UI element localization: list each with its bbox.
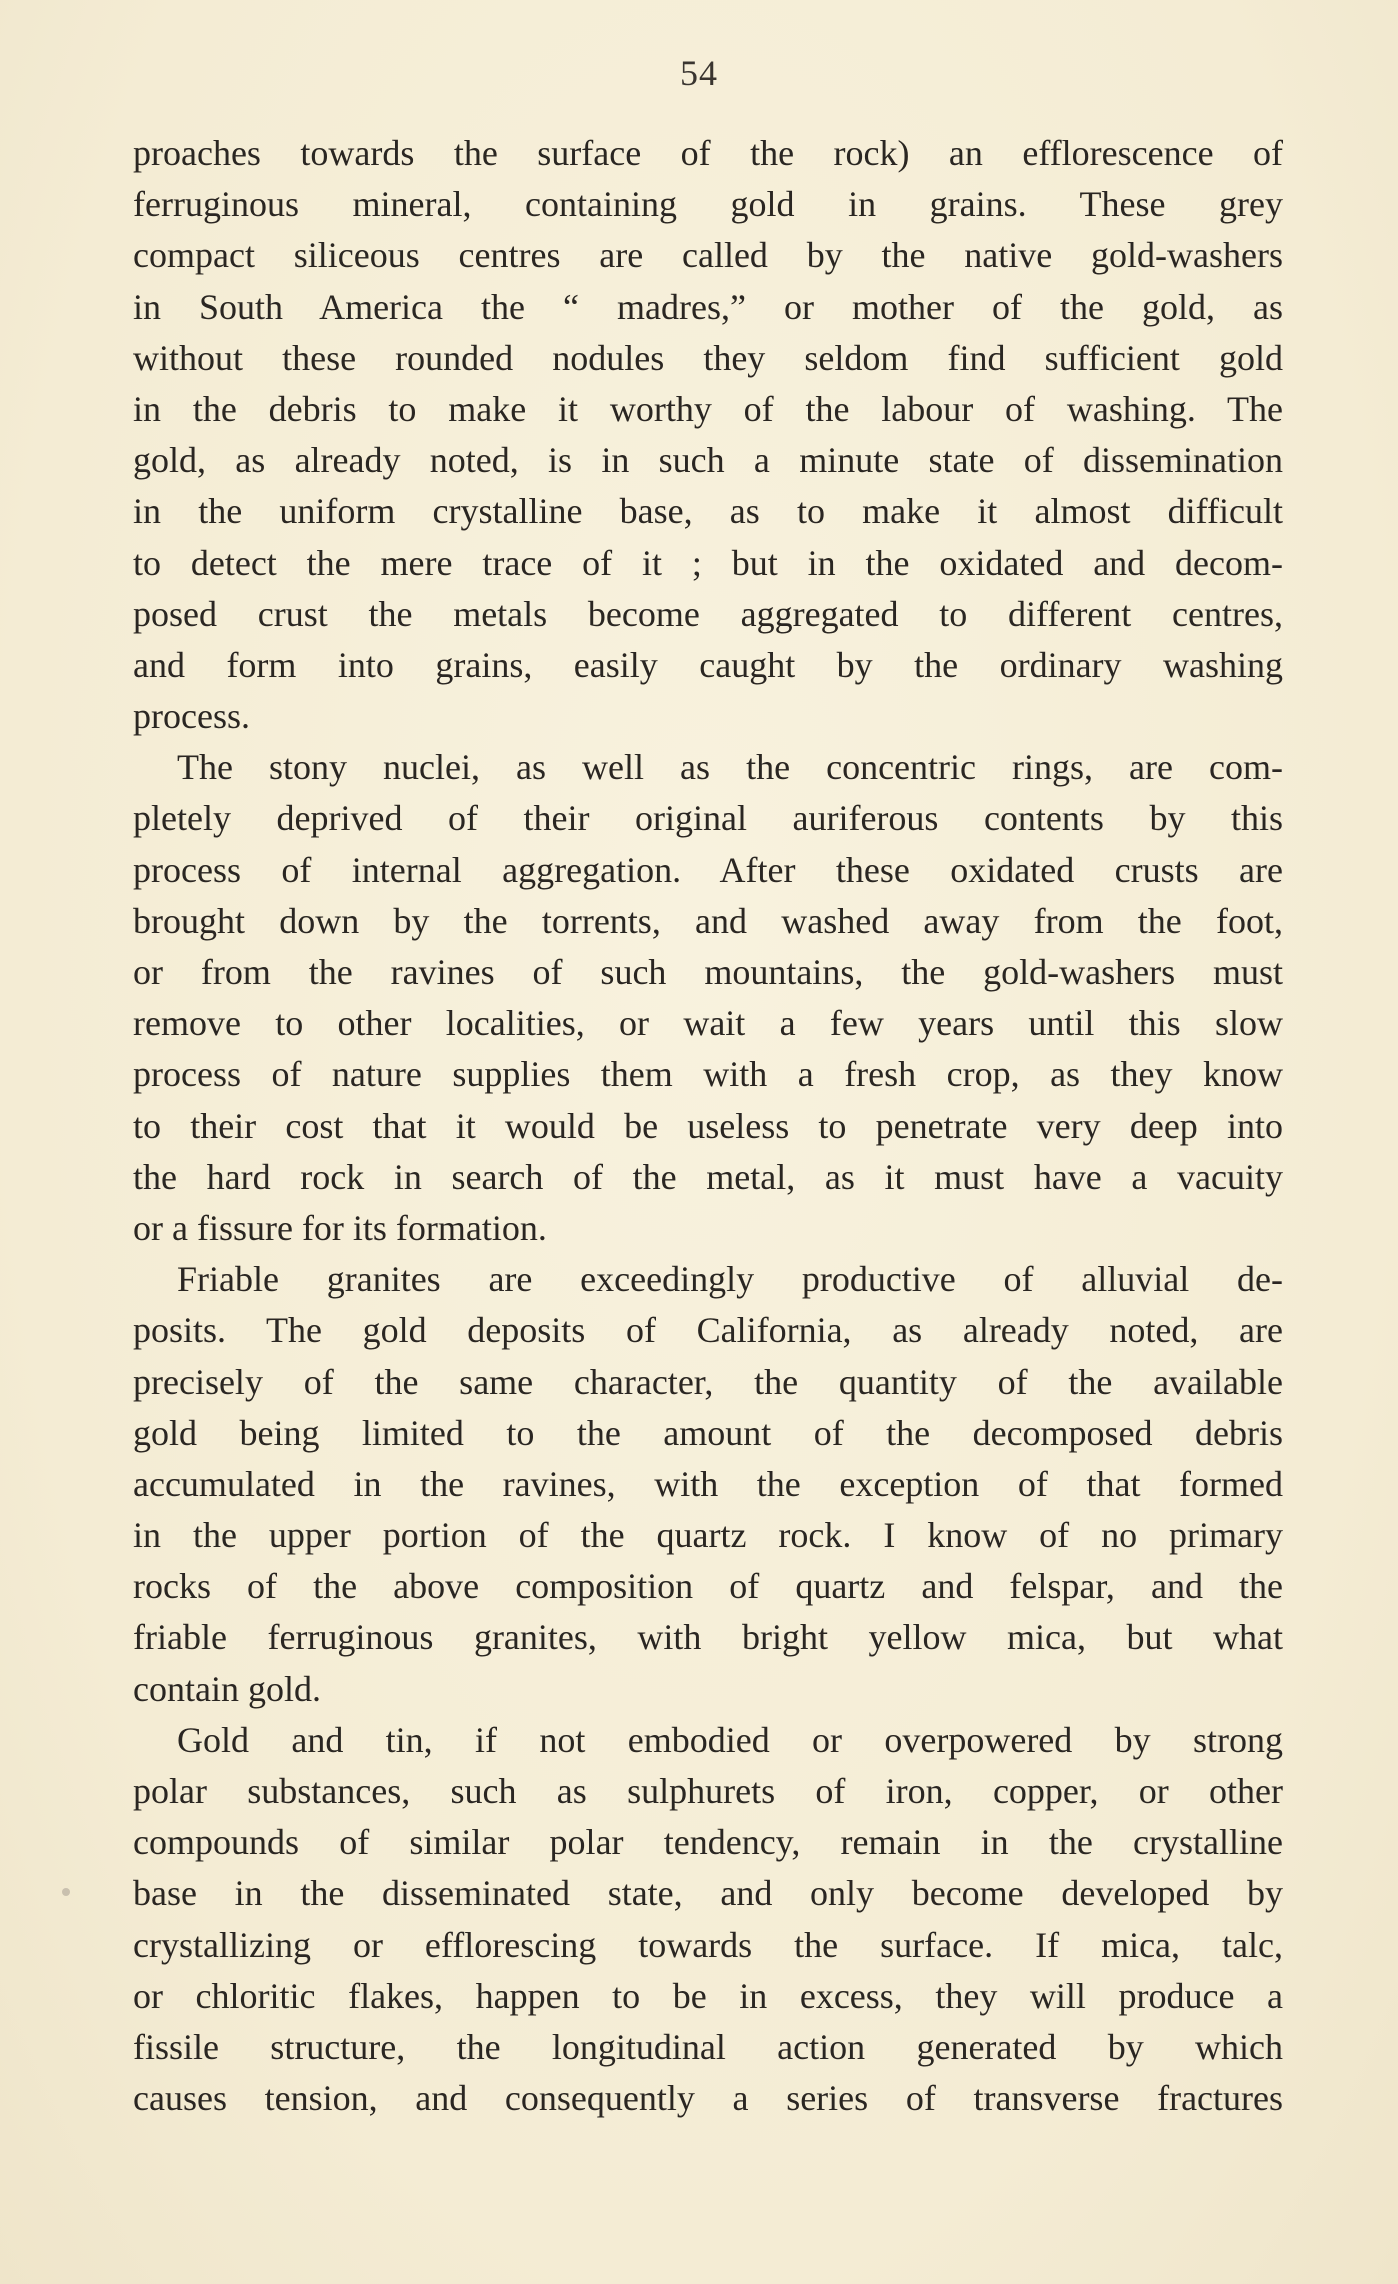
text-line: and form into grains, easily caught by the ordinary washing <box>133 644 1283 685</box>
text-line: remove to other localities, or wait a few years until this slow <box>133 1003 1283 1044</box>
paragraph <box>133 742 1283 1254</box>
text-line: compounds of similar polar tendency, remain in the crystalline <box>133 1822 1283 1863</box>
body-text <box>133 128 1283 2124</box>
paragraph <box>133 1715 1283 2125</box>
text-line: posed crust the metals become aggregated to different centres, <box>133 593 1283 634</box>
text-line: to their cost that it would be useless to penetrate very deep into <box>133 1105 1283 1146</box>
text-line: Friable granites are exceedingly productive of alluvial de- <box>177 1259 1283 1300</box>
text-line: polar substances, such as sulphurets of iron, copper, or other <box>133 1771 1283 1811</box>
text-line: in the uniform crystalline base, as to make it almost difficult <box>133 491 1283 532</box>
text-line: or a fissure for its formation. <box>133 1207 547 1248</box>
text-line: The stony nuclei, as well as the concentric rings, are com- <box>177 747 1283 788</box>
text-line: in the debris to make it worthy of the labour of washing. The <box>133 388 1283 429</box>
text-line: ferruginous mineral, containing gold in grains. These grey <box>133 184 1283 225</box>
text-line: brought down by the torrents, and washed away from the foot, <box>133 900 1283 941</box>
page-number: 54 <box>680 53 718 93</box>
text-line: posits. The gold deposits of California, as already noted, are <box>133 1310 1283 1351</box>
paragraph <box>133 128 1283 742</box>
text-line: causes tension, and consequently a series of transverse fractures <box>133 2078 1283 2119</box>
text-line: gold, as already noted, is in such a minute state of dissemination <box>133 440 1283 481</box>
text-line: in South America the “ madres,” or mother of the gold, as <box>133 286 1283 327</box>
text-line: process. <box>133 696 250 737</box>
text-line: crystallizing or efflorescing towards the surface. If mica, talc, <box>133 1924 1283 1965</box>
text-line: rocks of the above composition of quartz and felspar, and the <box>133 1566 1283 1607</box>
text-line: accumulated in the ravines, with the exception of that formed <box>133 1463 1283 1504</box>
text-line: Gold and tin, if not embodied or overpowered by strong <box>177 1719 1283 1760</box>
text-line: base in the disseminated state, and only become developed by <box>133 1873 1283 1914</box>
text-line: process of internal aggregation. After these oxidated crusts are <box>133 849 1283 890</box>
text-line: or from the ravines of such mountains, the gold-washers must <box>133 952 1283 992</box>
text-line: contain gold. <box>133 1668 321 1709</box>
text-line: without these rounded nodules they seldom find sufficient gold <box>133 337 1283 378</box>
text-line: gold being limited to the amount of the decomposed debris <box>133 1412 1283 1453</box>
text-line: in the upper portion of the quartz rock. I know of no primary <box>133 1515 1283 1556</box>
paragraph <box>133 1254 1283 1715</box>
text-line: the hard rock in search of the metal, as it must have a vacuity <box>133 1156 1283 1197</box>
text-line: proaches towards the surface of the rock) an efflorescence of <box>133 133 1283 173</box>
text-line: or chloritic flakes, happen to be in excess, they will produce a <box>133 1975 1283 2016</box>
text-line: process of nature supplies them with a fresh crop, as they know <box>133 1054 1283 1095</box>
text-line: to detect the mere trace of it ; but in the oxidated and decom- <box>133 542 1283 583</box>
text-line: precisely of the same character, the quantity of the available <box>133 1361 1283 1402</box>
text-line: fissile structure, the longitudinal action generated by which <box>133 2026 1283 2067</box>
text-line: compact siliceous centres are called by the native gold-washers <box>133 235 1283 276</box>
paper-speck <box>62 1888 70 1896</box>
text-line: pletely deprived of their original auriferous contents by this <box>133 798 1283 839</box>
text-line: friable ferruginous granites, with bright yellow mica, but what <box>133 1617 1283 1658</box>
